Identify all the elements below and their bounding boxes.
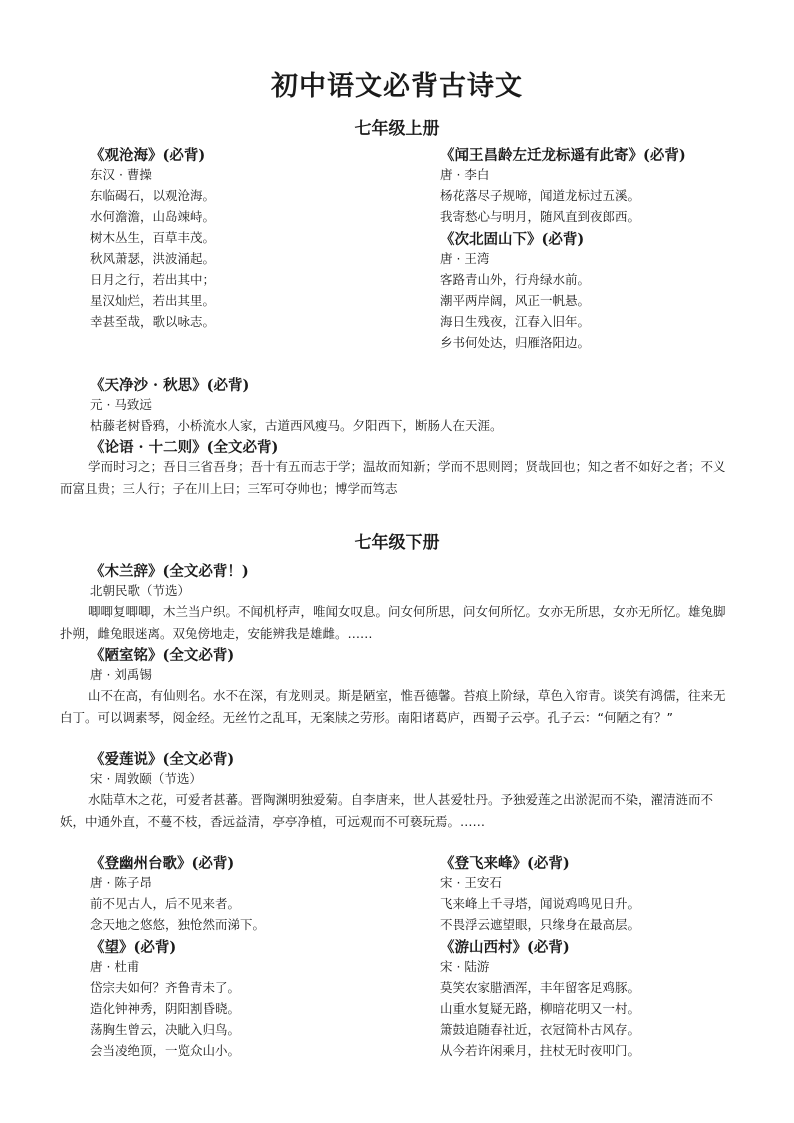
poem-title-dengfeilai: 《登飞来峰》(必背): [440, 855, 570, 872]
poem-author: 唐 · 刘禹锡: [90, 667, 152, 682]
poem-line: 幸甚至哉，歌以咏志。: [90, 314, 216, 329]
poem-author: 东汉 · 曹操: [90, 167, 152, 182]
poem-line: 会当凌绝顶，一览众山小。: [90, 1043, 241, 1058]
poem-line: 荡胸生曾云，决眦入归鸟。: [90, 1022, 241, 1037]
page-title: 初中语文必背古诗文: [271, 71, 523, 102]
poem-line: 树木丛生，百草丰茂。: [90, 230, 216, 245]
poem-author: 唐 · 李白: [440, 167, 490, 182]
section-heading-grade7b: 七年级下册: [354, 533, 440, 553]
poem-title-wang: 《望》(必背): [90, 939, 177, 956]
poem-title-youshanxi: 《游山西村》(必背): [440, 939, 570, 956]
poem-line: 客路青山外，行舟绿水前。: [440, 272, 591, 287]
poem-line: 山重水复疑无路，柳暗花明又一村。: [440, 1001, 641, 1016]
poem-wang: [90, 956, 240, 1061]
poem-author: 唐 · 王湾: [440, 251, 490, 266]
poem-guancanghai: [90, 164, 215, 332]
section-heading-grade7a: 七年级上册: [354, 119, 440, 139]
poem-line: 从今若许闲乘月，拄杖无时夜叩门。: [440, 1043, 641, 1058]
poem-title-tianjingsha: 《天净沙 · 秋思》(必背): [90, 377, 250, 394]
poem-line: 星汉灿烂，若出其里。: [90, 293, 216, 308]
poem-line: 岱宗夫如何？齐鲁青未了。: [90, 980, 241, 995]
poem-author: 宋 · 陆游: [440, 959, 490, 974]
poem-line: 莫笑农家腊酒浑，丰年留客足鸡豚。: [440, 980, 641, 995]
poem-line: 秋风萧瑟，洪波涌起。: [90, 251, 216, 266]
poem-title-wenwang: 《闻王昌龄左迁龙标遥有此寄》(必背): [440, 147, 686, 164]
poem-line: 东临碣石，以观沧海。: [90, 188, 216, 203]
poem-line: 杨花落尽子规啼，闻道龙标过五溪。: [440, 188, 641, 203]
poem-title-dengyouzhou: 《登幽州台歌》(必背): [90, 855, 235, 872]
poem-line: 飞来峰上千寻塔，闻说鸡鸣见日升。: [440, 896, 641, 911]
poem-line: 乡书何处达，归雁洛阳边。: [440, 335, 591, 350]
poem-line: 念天地之悠悠，独怆然而涕下。: [90, 917, 266, 932]
poem-dengyouzhou: [90, 872, 265, 935]
poem-youshanxi: [440, 956, 640, 1061]
lunyu-text: 学而时习之；吾日三省吾身；吾十有五而志于学；温故而知新；学而不思则罔；贤哉回也；知之者不如好之者；不义而富且贵；三人行；子在川上曰；三军可夺帅也；博学而笃志: [60, 459, 726, 496]
poem-text: 枯藤老树昏鸦，小桥流水人家，古道西风瘦马。夕阳西下，断肠人在天涯。: [90, 418, 503, 433]
loushiming-text: 山不在高，有仙则名。水不在深，有龙则灵。斯是陋室，惟吾德馨。苔痕上阶绿，草色入帘青。谈笑有鸿儒，往来无白丁。可以调素琴，阅金经。无丝竹之乱耳，无案牍之劳形。南阳诸葛庐，西蜀子云亭。孔子云：“何陋之有？”: [60, 688, 726, 725]
poem-dengfeilai: [440, 872, 640, 935]
poem-tianjingsha: [90, 394, 503, 436]
poem-title-lunyu: 《论语 · 十二则》(全文必背): [90, 439, 279, 456]
poem-title-ailianshuo: 《爱莲说》(全文必背): [90, 751, 235, 768]
poem-author: 宋 · 周敦颐（节选）: [90, 771, 202, 786]
poem-line: 不畏浮云遮望眼，只缘身在最高层。: [440, 917, 641, 932]
poem-line: 水何澹澹，山岛竦峙。: [90, 209, 216, 224]
poem-author: 元 · 马致远: [90, 397, 152, 412]
poem-author: 宋 · 王安石: [440, 875, 502, 890]
poem-wenwang: [440, 164, 640, 227]
poem-author: 唐 · 杜甫: [90, 959, 140, 974]
poem-line: 我寄愁心与明月，随风直到夜郎西。: [440, 209, 641, 224]
poem-line: 日月之行，若出其中；: [90, 272, 216, 287]
poem-title-mulanci: 《木兰辞》(全文必背！): [90, 563, 249, 580]
poem-author: 北朝民歌（节选）: [90, 583, 191, 598]
poem-line: 前不见古人，后不见来者。: [90, 896, 241, 911]
poem-line: 造化钟神秀，阴阳割昏晓。: [90, 1001, 241, 1016]
mulanci-text: 唧唧复唧唧，木兰当户织。不闻机杼声，唯闻女叹息。问女何所思，问女何所忆。女亦无所思，女亦无所忆。雄兔脚扑朔，雌兔眼迷离。双兔傍地走，安能辨我是雄雌。……: [60, 604, 726, 641]
ailianshuo-text: 水陆草木之花，可爱者甚蕃。晋陶渊明独爱菊。自李唐来，世人甚爱牡丹。予独爱莲之出淤泥而不染，濯清涟而不妖，中通外直，不蔓不枝，香远益清，亭亭净植，可远观而不可亵玩焉。……: [60, 792, 714, 829]
poem-line: 海日生残夜，江春入旧年。: [440, 314, 591, 329]
poem-title-guancanghai: 《观沧海》(必背): [90, 147, 206, 164]
poem-cibeigu: [440, 248, 590, 353]
poem-title-cibeigu: 《次北固山下》(必背): [440, 231, 585, 248]
poem-line: 箫鼓追随春社近，衣冠简朴古风存。: [440, 1022, 641, 1037]
poem-title-loushiming: 《陋室铭》(全文必背): [90, 647, 235, 664]
poem-line: 潮平两岸阔，风正一帆悬。: [440, 293, 591, 308]
poem-author: 唐 · 陈子昂: [90, 875, 152, 890]
